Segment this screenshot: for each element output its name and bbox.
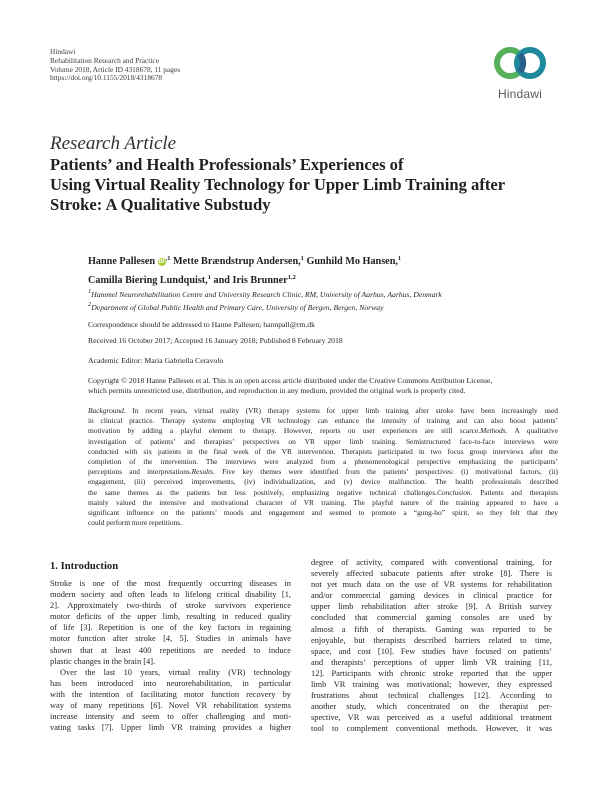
article-title <box>50 155 570 215</box>
body-line: increase intensity and seem to offer challenging and moti- <box>50 712 291 722</box>
volume-line: Volume 2018, Article ID 4318678, 11 pages <box>50 64 181 74</box>
journal-name: Rehabilitation Research and Practice <box>50 55 159 65</box>
author-name[interactable]: and Iris Brunner <box>210 275 288 286</box>
abstract-label-methods: Methods. <box>480 426 508 436</box>
affiliation-number: 1 <box>88 288 92 295</box>
body-line: upper limb rehabilitation after stroke [9]. A British survey <box>311 602 552 612</box>
body-line: another study, which concentrated on the therapist per- <box>311 702 552 712</box>
affiliation-item <box>88 300 558 313</box>
body-line: vating tasks [7]. Upper limb VR training provides a higher <box>50 723 291 733</box>
doi-link[interactable]: https://doi.org/10.1155/2018/4318678 <box>50 73 163 83</box>
hindawi-logo <box>488 40 552 104</box>
body-line: modern society and often leads to lifelong critical disability [1, <box>50 590 291 600</box>
publisher-name: Hindawi <box>50 47 76 56</box>
body-line: and/or commercial gaming devices in clinical practice for <box>311 591 552 601</box>
body-line: 2]. Approximately two-thirds of stroke survivors experience <box>50 601 291 611</box>
body-line: frustrations about technical challenges [12]. According to <box>311 691 552 701</box>
body-line: shown that at least 400 repetitions are needed to induce <box>50 645 291 655</box>
body-line: tool to complement conventional methods. However, it was <box>311 724 552 734</box>
abstract-line: the same themes as the patients but less positively, emphasizing negative technical challenges.Conclusion. Patients and therapists <box>88 487 559 497</box>
affiliation-text: Hammel Neurorehabilitation Centre and University Research Clinic, RM, University of Aarhus, Aarhus, Denmark <box>91 290 442 299</box>
abstract-line: engagement, (iii) perceived improvements, (iv) individualization, and (v) device malfunction. The health professionals described <box>88 477 558 487</box>
author-affiliation-sup: 1,2 <box>287 274 296 281</box>
body-line: Over the last 10 years, virtual reality (VR) technology <box>60 667 291 677</box>
affiliation-text: Department of Global Public Health and Primary Care, University of Bergen, Bergen, Norway <box>91 303 384 312</box>
abstract-label-conclusion: Conclusion. <box>436 487 473 497</box>
body-line: with the intention of facilitating motor function recovery by <box>50 689 291 699</box>
abstract-label-background: Background. <box>88 406 126 415</box>
author-name[interactable]: Hanne Pallesen <box>88 256 156 267</box>
title-line: Using Virtual Reality Technology for Upper Limb Training after <box>50 175 506 194</box>
body-line: and therapists’ perceptions of upper limb VR training [11, <box>311 657 552 667</box>
body-line: way of many repetitions [6]. Novel VR rehabilitation systems <box>50 701 291 711</box>
body-line: spective, VR was perceived as a useful additional treatment <box>311 713 552 723</box>
journal-info <box>50 48 180 83</box>
title-line: Stroke: A Qualitative Substudy <box>50 195 271 214</box>
abstract-line: Background. In recent years, virtual reality (VR) therapy systems for upper limb training after stroke have been increasingly used <box>88 406 558 415</box>
abstract-line: motivation by adding a playful element to therapy. However, reports on user experiences are still scarce.Methods. A qualitative <box>88 426 558 436</box>
body-column-left <box>50 578 291 733</box>
author-list <box>88 251 558 289</box>
abstract-line: conducted with six patients in the final week of the VR intervention. Therapists participated in two focus group interviews after the <box>88 446 558 456</box>
section-heading-introduction: 1. Introduction <box>50 561 119 572</box>
correspondence: Correspondence should be addressed to Hanne Pallesen; hannpall@rm.dk <box>88 320 315 329</box>
body-line: of life [3]. Repetition is one of the key factors in regaining <box>50 623 291 633</box>
abstract-line: investigation of patients’ and therapists’ perspectives on VR upper limb training. Semistructured face-to-face interviews were <box>88 436 558 446</box>
title-line: Patients’ and Health Professionals’ Experiences of <box>50 155 404 174</box>
copyright-line: which permits unrestricted use, distribution, and reproduction in any medium, provided the original work is properly cited. <box>88 386 466 396</box>
copyright-line: Copyright © 2018 Hanne Pallesen et al. This is an open access article distributed under the Creative Commons Attribution License, <box>88 376 493 385</box>
body-line: enjoyable, but therapists described barriers related to time, <box>311 635 552 645</box>
author-name[interactable]: Mette Brændstrup Andersen, <box>170 256 301 267</box>
orcid-icon[interactable]: iD <box>158 259 165 265</box>
body-line: plastic changes in the brain [4]. <box>50 656 156 666</box>
abstract-line: significant influence on the patients’ moods and engagement and seemed to promote a “gung-ho” spirit, so they felt that they <box>88 508 558 518</box>
body-line: space, and cost [10]. Few studies have focused on patients’ <box>311 646 552 656</box>
body-line: motor function after stroke [4, 5]. Studies in animals have <box>50 634 291 644</box>
author-affiliation-sup: 1 <box>397 255 402 262</box>
body-line: almost a fifth of therapists. Gaming was reported to be <box>311 624 552 634</box>
body-line: has been introduced into neurorehabilitation, in particular <box>50 678 291 688</box>
abstract <box>88 406 558 528</box>
body-line: Stroke is one of the most frequently occurring diseases in <box>50 579 291 588</box>
author-affiliation-sup: ,1 <box>165 255 171 262</box>
body-line: degree of activity, compared with conventional training, for <box>311 558 552 567</box>
body-line: limb VR training was motivational; however, they expressed <box>311 680 552 690</box>
author-name[interactable]: Gunhild Mo Hansen, <box>303 256 398 267</box>
body-line: motor deficits of the upper limb, resulting in reduced quality <box>50 612 291 622</box>
hindawi-logo-icon <box>488 40 552 86</box>
abstract-line: perceptions and interpretations.Results. Five key themes were identified from the patients’ perspectives: (i) motivational factors, (ii) <box>88 467 559 477</box>
academic-editor: Academic Editor: Maria Gabriella Ceravolo <box>88 356 224 365</box>
abstract-line: mainly valued the intensive and motivational character of VR training. The playful nature of the training appeared to have a <box>88 497 558 507</box>
abstract-line: in clinical practice. Therapy systems employing VR technology can enhance the intensity of training and can also boost patients’ <box>88 416 558 426</box>
body-line: concluded that commercial gaming consoles are used by <box>311 613 552 623</box>
author-affiliation-sup: 1 <box>207 274 211 281</box>
body-column-right <box>311 557 552 735</box>
abstract-label-results: Results. <box>191 467 215 477</box>
body-line: 12]. Participants with chronic stroke reported that the upper <box>311 668 552 678</box>
affiliation-item <box>88 287 558 300</box>
affiliation-number: 2 <box>88 301 92 308</box>
author-affiliation-sup: 1 <box>300 255 304 262</box>
abstract-line: could perform more repetitions. <box>88 518 182 528</box>
body-line: not yet much data on the use of VR systems for rehabilitation <box>311 580 552 590</box>
abstract-line: completion of the intervention. The interviews were analyzed from a phenomenological perspective emphasizing the participants’ <box>88 457 558 467</box>
affiliations <box>88 287 558 313</box>
publication-dates: Received 16 October 2017; Accepted 16 January 2018; Published 8 February 2018 <box>88 336 343 345</box>
body-line: severely affected subacute patients after stroke [8]. There is <box>311 569 552 579</box>
logo-wordmark: Hindawi <box>497 87 543 101</box>
author-name[interactable]: Camilla Biering Lundquist, <box>88 275 208 286</box>
copyright-notice <box>88 376 558 396</box>
article-category: Research Article <box>50 133 177 154</box>
